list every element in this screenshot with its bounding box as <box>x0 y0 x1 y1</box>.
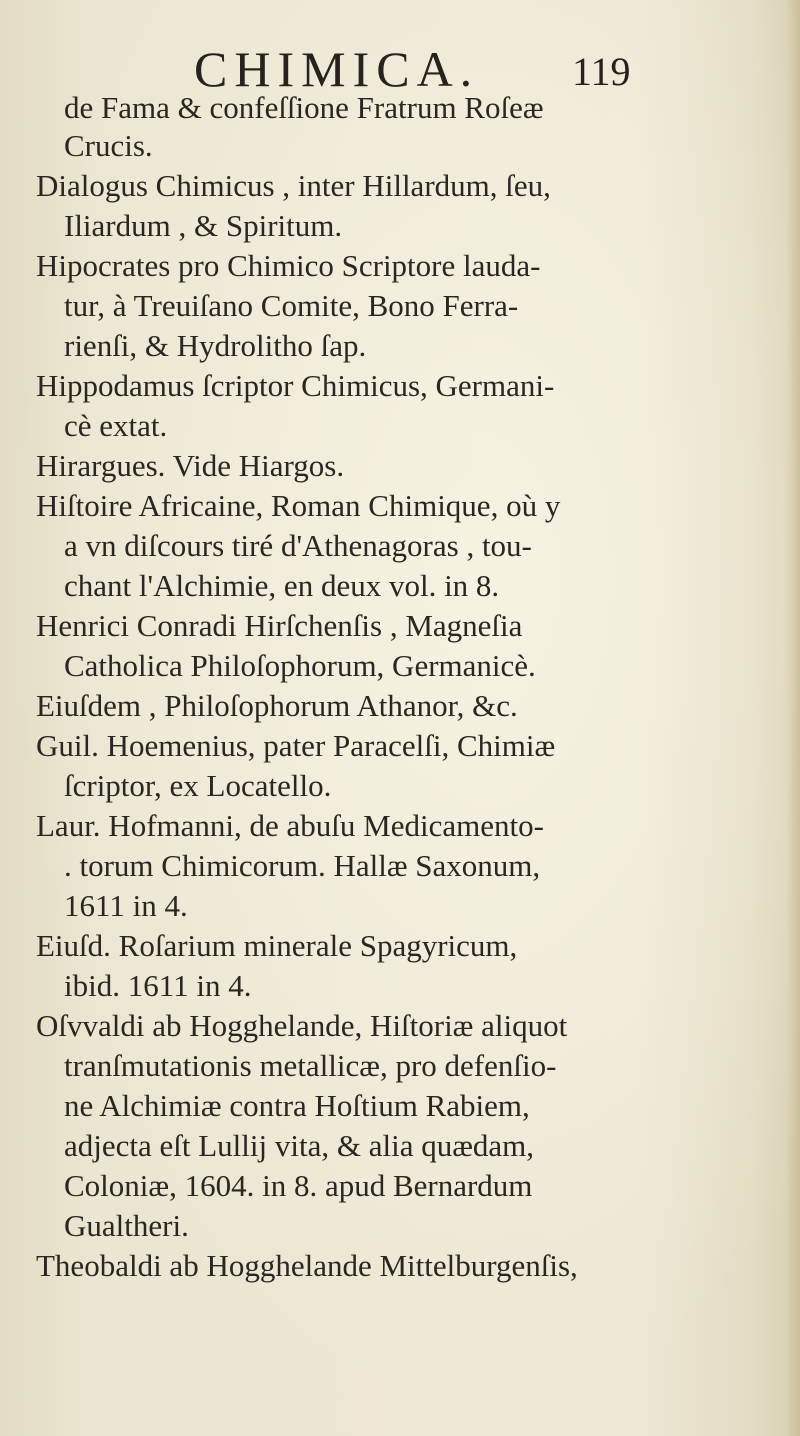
entry-line: Hippodamus ſcriptor Chimicus, Germani- <box>36 368 555 403</box>
text-line: a vn diſcours tiré d'Athenagoras , tou- <box>64 528 532 563</box>
text-line: Gualtheri. <box>64 1208 189 1243</box>
entry-line: Laur. Hofmanni, de abuſu Medicamento- <box>36 808 544 843</box>
text-line: ſcriptor, ex Locatello. <box>64 768 332 803</box>
entry-line: Hiſtoire Africaine, Roman Chimique, où y <box>36 488 561 523</box>
text-line: tur, à Treuiſano Comite, Bono Ferra- <box>64 288 519 323</box>
entry-line: Oſvvaldi ab Hogghelande, Hiſtoriæ aliquot <box>36 1008 568 1043</box>
entry-line: Hirargues. Vide Hiargos. <box>36 448 345 483</box>
text-line: chant l'Alchimie, en deux vol. in 8. <box>64 568 500 603</box>
text-line: de Fama & confeſſione Fratrum Roſeæ <box>64 90 544 125</box>
text-line: ibid. 1611 in 4. <box>64 968 252 1003</box>
entry-line: Theobaldi ab Hogghelande Mittelburgenſis, <box>36 1248 578 1283</box>
entry-line: Eiuſd. Roſarium minerale Spagyricum, <box>36 928 518 963</box>
entry-line: Guil. Hoemenius, pater Paracelſi, Chimiæ <box>36 728 556 763</box>
text-line: adjecta eſt Lullij vita, & alia quædam, <box>64 1128 535 1163</box>
text-line: Iliardum , & Spiritum. <box>64 208 343 243</box>
entry-line: Dialogus Chimicus , inter Hillardum, ſeu, <box>36 168 551 203</box>
text-line: Catholica Philoſophorum, Germanicè. <box>64 648 536 683</box>
running-title: CHIMICA. <box>194 41 480 97</box>
text-line: tranſmutationis metallicæ, pro defenſio- <box>64 1048 557 1083</box>
page-number: 119 <box>572 49 631 94</box>
text-line: . torum Chimicorum. Hallæ Saxonum, <box>64 848 541 883</box>
text-line: 1611 in 4. <box>64 888 188 923</box>
entry-line: Hipocrates pro Chimico Scriptore lauda- <box>36 248 541 283</box>
entry-line: Henrici Conradi Hirſchenſis , Magneſia <box>36 608 523 643</box>
text-line: cè extat. <box>64 408 168 443</box>
page-edge-shadow <box>786 0 800 1436</box>
text-line: Crucis. <box>64 128 153 163</box>
text-line: ne Alchimiæ contra Hoſtium Rabiem, <box>64 1088 530 1123</box>
entry-line: Eiuſdem , Philoſophorum Athanor, &c. <box>36 688 518 723</box>
text-line: Coloniæ, 1604. in 8. apud Bernardum <box>64 1168 533 1203</box>
text-line: rienſi, & Hydrolitho ſap. <box>64 328 367 363</box>
